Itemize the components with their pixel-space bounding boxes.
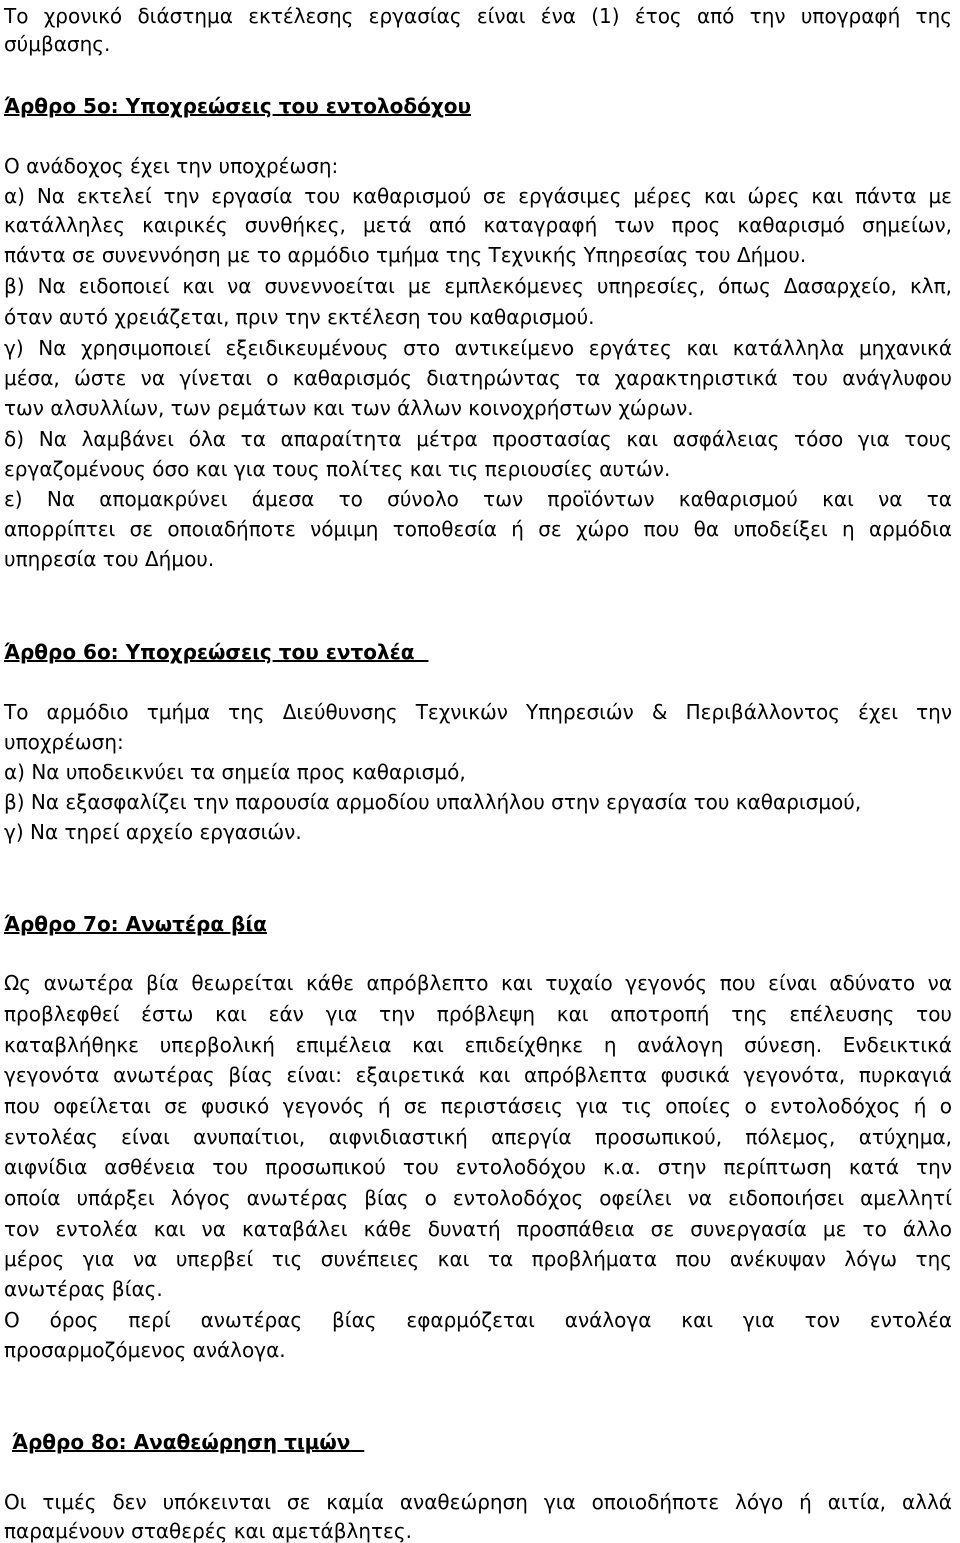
article5-line: όταν αυτό χρειάζεται, πριν την εκτέλεση του καθαρισμού. xyxy=(4,305,595,329)
article5-line: των αλσυλλίων, των ρεμάτων και των άλλων κοινοχρήστων χώρων. xyxy=(4,396,694,420)
article5-line: υπηρεσία του Δήμου. xyxy=(4,547,215,571)
intro-line-1: Το χρονικό διάστημα εκτέλεσης εργασίας είναι ένα (1) έτος από την υπογραφή της xyxy=(4,4,952,28)
article7-line: ανωτέρας βίας. xyxy=(4,1277,163,1301)
article5-line: β) Να ειδοποιεί και να συνεννοείται με εμπλεκόμενες υπηρεσίες, όπως Δασαρχείο, κλπ, xyxy=(4,274,952,298)
article7-line: εντολέας είναι ανυπαίτιοι, αιφνιδιαστική απεργία προσωπικού, πόλεμος, ατύχημα, xyxy=(4,1125,952,1149)
article6-line: α) Να υποδεικνύει τα σημεία προς καθαρισμό, xyxy=(4,760,466,784)
article5-line: απορρίπτει σε οποιαδήποτε νόμιμη τοποθεσία ή σε χώρο που θα υποδείξει η αρμόδια xyxy=(4,517,952,541)
article7-line: που οφείλεται σε φυσικό γεγονός ή σε περιστάσεις για τις οποίες ο εντολοδόχος ή ο xyxy=(4,1094,952,1118)
article7-line: καταβλήθηκε υπερβολική επιμέλεια και επιδείχθηκε η ανάλογη σύνεση. Ενδεικτικά xyxy=(4,1033,952,1057)
article7-line: Ως ανωτέρα βία θεωρείται κάθε απρόβλεπτο και τυχαίο γεγονός που είναι αδύνατο να xyxy=(4,971,952,995)
article7-line: μέρος για να υπερβεί τις συνέπειες και τα προβλήματα που ανέκυψαν λόγω της xyxy=(4,1247,952,1271)
article7-line: τον εντολέα και να καταβάλει κάθε δυνατή προσπάθεια σε συνεργασία με το άλλο xyxy=(4,1217,952,1241)
article7-line: οποία υπάρξει λόγος ανωτέρας βίας ο εντολοδόχος οφείλει να ειδοποιήσει αμελλητί xyxy=(4,1186,952,1210)
article5-line: κατάλληλες καιρικές συνθήκες, μετά από καταγραφή των προς καθαρισμό σημείων, xyxy=(4,213,952,237)
article5-line: δ) Να λαμβάνει όλα τα απαραίτητα μέτρα προστασίας και ασφάλειας τόσο για τους xyxy=(4,427,952,451)
article7-line: προβλεφθεί έστω και εάν για την πρόβλεψη και αποτροπή της επέλευσης του xyxy=(4,1002,952,1026)
article6-heading: Άρθρο 6ο: Υποχρεώσεις του εντολέα xyxy=(4,640,429,664)
article5-line: α) Να εκτελεί την εργασία του καθαρισμού σε εργάσιμες μέρες και ώρες και πάντα με xyxy=(4,184,952,208)
article8-heading: Άρθρο 8ο: Αναθεώρηση τιμών xyxy=(12,1430,365,1454)
article7-line: γεγονότα ανωτέρας βίας είναι: εξαιρετικά και απρόβλεπτα φυσικά γεγονότα, πυρκαγιά xyxy=(4,1063,952,1087)
article7-line: προσαρμοζόμενος ανάλογα. xyxy=(4,1338,286,1362)
article6-line: υποχρέωση: xyxy=(4,730,124,754)
article5-heading: Άρθρο 5ο: Υποχρεώσεις του εντολοδόχου xyxy=(4,94,471,118)
article6-line: Το αρμόδιο τμήμα της Διεύθυνσης Τεχνικών Υπηρεσιών & Περιβάλλοντος έχει την xyxy=(4,700,952,724)
article8-line: Οι τιμές δεν υπόκεινται σε καμία αναθεώρηση για οποιοδήποτε λόγο ή αιτία, αλλά xyxy=(4,1490,952,1514)
article5-line: μέσα, ώστε να γίνεται ο καθαρισμός διατηρώντας τα χαρακτηριστικά του ανάγλυφου xyxy=(4,366,952,390)
article7-line: αιφνίδια ασθένεια του προσωπικού του εντολοδόχου κ.α. στην περίπτωση κατά την xyxy=(4,1155,952,1179)
article5-line: πάντα σε συνεννόηση με το αρμόδιο τμήμα της Τεχνικής Υπηρεσίας του Δήμου. xyxy=(4,243,807,267)
article8-line: παραμένουν σταθερές και αμετάβλητες. xyxy=(4,1519,412,1543)
intro-line-2: σύμβασης. xyxy=(4,32,111,56)
article5-line: εργαζομένους όσο και για τους πολίτες και τις περιουσίες αυτών. xyxy=(4,457,671,481)
article7-line: Ο όρος περί ανωτέρας βίας εφαρμόζεται ανάλογα και για τον εντολέα xyxy=(4,1308,952,1332)
article5-line: ε) Να απομακρύνει άμεσα το σύνολο των προϊόντων καθαρισμού και να τα xyxy=(4,487,952,511)
article5-line: γ) Να χρησιμοποιεί εξειδικευμένους στο αντικείμενο εργάτες και κατάλληλα μηχανικά xyxy=(4,336,952,360)
article6-line: β) Να εξασφαλίζει την παρουσία αρμοδίου υπαλλήλου στην εργασία του καθαρισμού, xyxy=(4,790,862,814)
article6-line: γ) Να τηρεί αρχείο εργασιών. xyxy=(4,820,302,844)
article7-heading: Άρθρο 7ο: Ανωτέρα βία xyxy=(4,912,267,936)
article5-line: Ο ανάδοχος έχει την υποχρέωση: xyxy=(4,154,339,178)
